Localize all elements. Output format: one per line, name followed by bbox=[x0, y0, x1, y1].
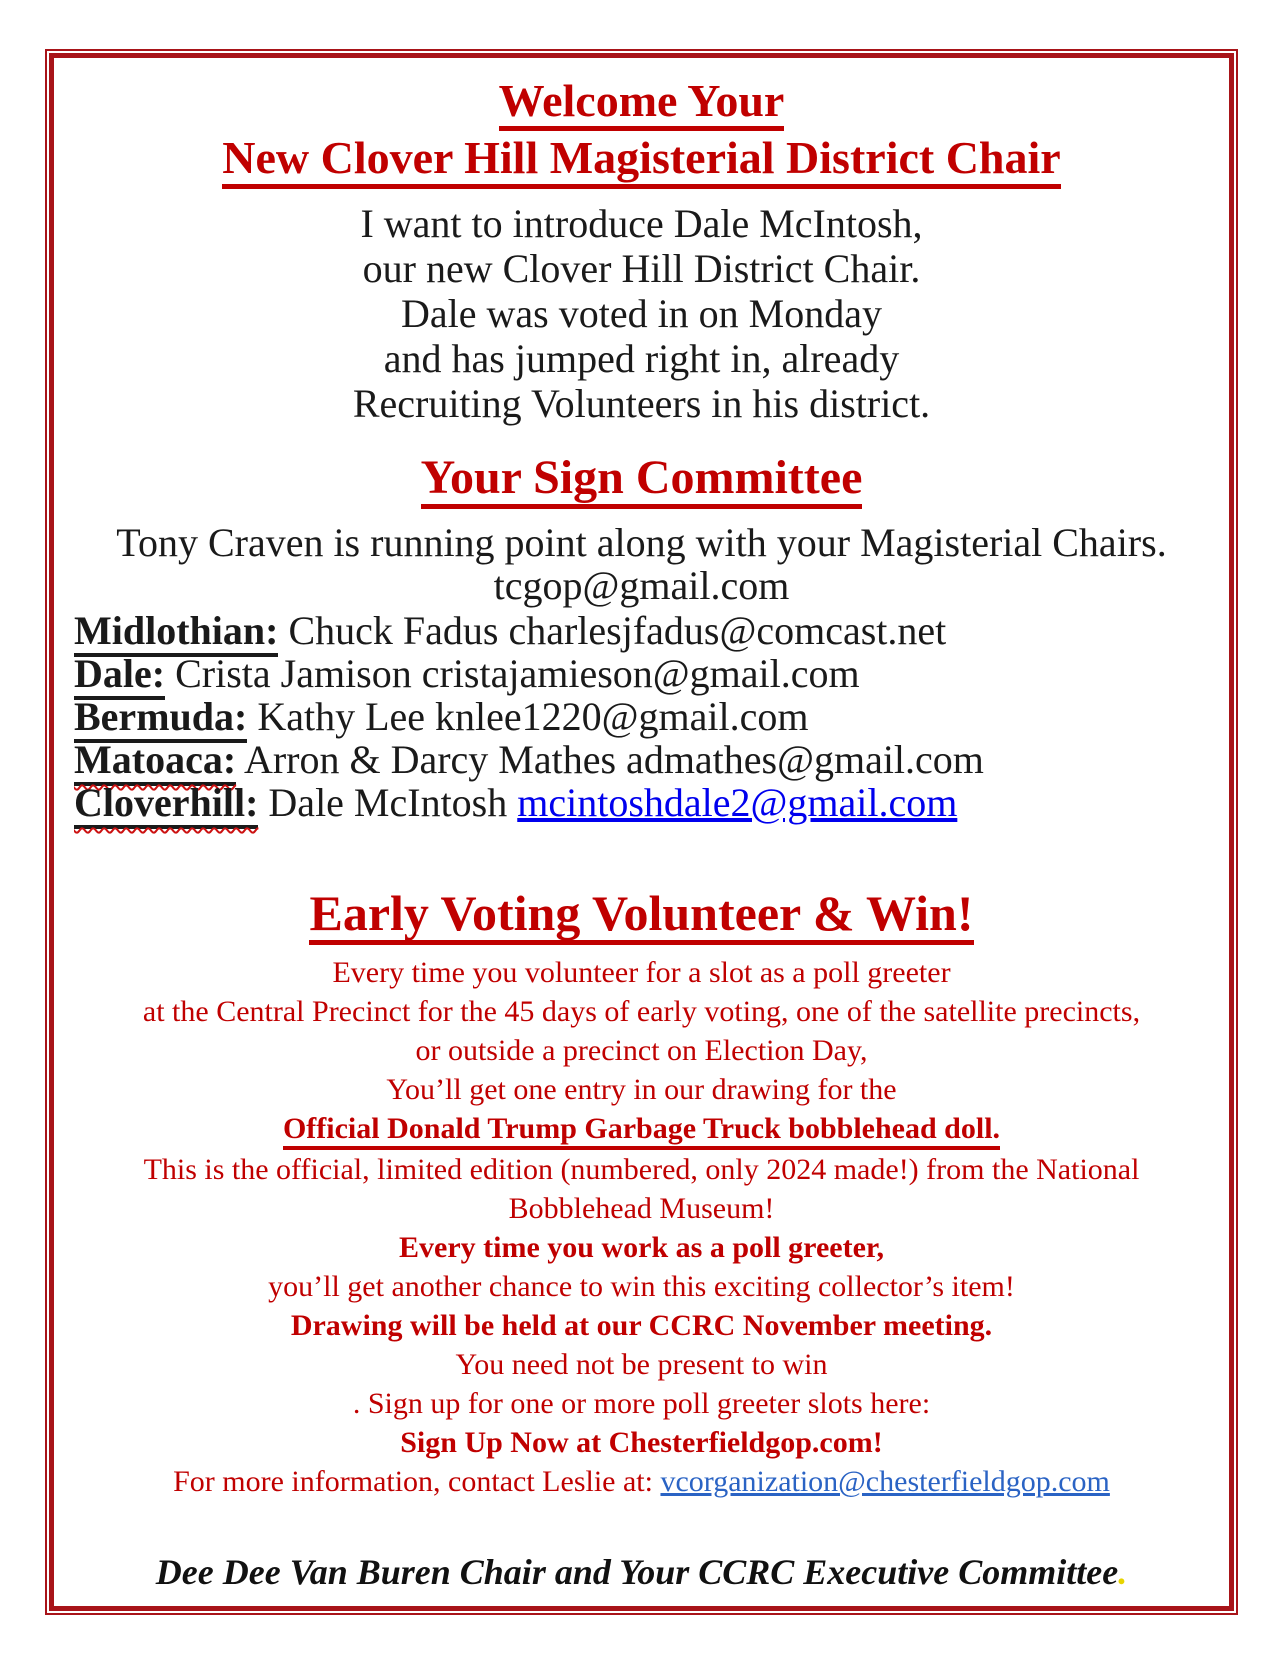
early-voting-line bbox=[54, 1109, 1229, 1150]
early-voting-line-text: Sign Up Now at Chesterfieldgop.com! bbox=[400, 1426, 883, 1460]
committee-member-line bbox=[74, 609, 1229, 652]
early-voting-line bbox=[54, 1384, 1229, 1423]
district-label: Cloverhill: bbox=[74, 780, 258, 829]
welcome-intro-paragraph bbox=[54, 201, 1229, 426]
member-text: Kathy Lee knlee1220@gmail.com bbox=[247, 693, 809, 739]
welcome-title-line1 bbox=[54, 74, 1229, 131]
early-voting-heading-text: Early Voting Volunteer & Win! bbox=[309, 887, 973, 946]
sign-committee-intro-line: Tony Craven is running point along with your Magisterial Chairs. bbox=[116, 519, 1167, 565]
committee-member-line bbox=[74, 738, 1229, 781]
member-text: Arron & Darcy Mathes admathes@gmail.com bbox=[236, 736, 984, 782]
early-voting-line bbox=[54, 1267, 1229, 1306]
signature-period: . bbox=[1118, 1552, 1128, 1593]
intro-line: Dale was voted in on Monday bbox=[400, 290, 882, 336]
sign-committee-member-list bbox=[54, 609, 1229, 824]
early-voting-line bbox=[54, 1189, 1229, 1228]
intro-line: our new Clover Hill District Chair. bbox=[362, 245, 921, 291]
sign-committee-heading bbox=[54, 452, 1229, 509]
early-voting-line bbox=[54, 1345, 1229, 1384]
early-voting-line-text: This is the official, limited edition (numbered, only 2024 made!) from the National bbox=[143, 1153, 1140, 1187]
early-voting-line-text: For more information, contact Leslie at: bbox=[173, 1465, 661, 1499]
district-label: Dale: bbox=[74, 651, 165, 700]
early-voting-line bbox=[54, 1070, 1229, 1109]
signature-line bbox=[54, 1551, 1229, 1593]
intro-line: and has jumped right in, already bbox=[383, 335, 900, 381]
early-voting-line-text: you’ll get another chance to win this exciting collector’s item! bbox=[268, 1270, 1015, 1304]
member-email-link[interactable]: mcintoshdale2@gmail.com bbox=[517, 779, 958, 825]
intro-line: I want to introduce Dale McIntosh, bbox=[360, 200, 923, 246]
district-label: Bermuda: bbox=[74, 694, 247, 743]
early-voting-line bbox=[54, 953, 1229, 992]
district-label: Matoaca: bbox=[74, 737, 236, 786]
early-voting-line-text: . Sign up for one or more poll greeter slots here: bbox=[352, 1387, 931, 1421]
signature-text: Dee Dee Van Buren Chair and Your CCRC Executive Committee bbox=[155, 1552, 1119, 1593]
early-voting-line-text: Every time you work as a poll greeter, bbox=[399, 1231, 884, 1265]
committee-member-line bbox=[74, 695, 1229, 738]
contact-email-link[interactable]: vcorganization@chesterfieldgop.com bbox=[660, 1465, 1110, 1499]
early-voting-line-text: You need not be present to win bbox=[455, 1348, 828, 1382]
early-voting-line bbox=[54, 1306, 1229, 1345]
early-voting-line bbox=[54, 1150, 1229, 1189]
early-voting-line-text: Bobblehead Museum! bbox=[508, 1192, 775, 1226]
page-border-inner bbox=[49, 53, 1234, 1611]
welcome-title-line2 bbox=[54, 131, 1229, 188]
welcome-title-line1-text: Welcome Your bbox=[499, 77, 785, 131]
sign-committee-heading-text: Your Sign Committee bbox=[421, 453, 863, 509]
early-voting-line-text: You’ll get one entry in our drawing for the bbox=[386, 1073, 897, 1107]
early-voting-line-text: Official Donald Trump Garbage Truck bobblehead doll. bbox=[283, 1112, 1000, 1150]
early-voting-line-text: Every time you volunteer for a slot as a poll greeter bbox=[332, 956, 951, 990]
district-label: Midlothian: bbox=[74, 608, 278, 657]
sign-committee-intro bbox=[54, 521, 1229, 607]
committee-member-line bbox=[74, 652, 1229, 695]
member-text: Chuck Fadus charlesjfadus@comcast.net bbox=[278, 607, 947, 653]
member-text: Dale McIntosh bbox=[258, 779, 518, 825]
early-voting-line-text: Drawing will be held at our CCRC November meeting. bbox=[290, 1309, 993, 1343]
early-voting-paragraph bbox=[54, 953, 1229, 1501]
early-voting-line bbox=[54, 1462, 1229, 1501]
early-voting-line bbox=[54, 992, 1229, 1031]
welcome-title-line2-text: New Clover Hill Magisterial District Chair bbox=[222, 134, 1060, 188]
early-voting-line-text: at the Central Precinct for the 45 days of early voting, one of the satellite precincts, bbox=[142, 995, 1141, 1029]
early-voting-heading bbox=[54, 886, 1229, 946]
page-border-outer bbox=[45, 49, 1238, 1615]
sign-committee-intro-email: tcgop@gmail.com bbox=[493, 562, 790, 608]
early-voting-line bbox=[54, 1031, 1229, 1070]
early-voting-line bbox=[54, 1423, 1229, 1462]
member-text: Crista Jamison cristajamieson@gmail.com bbox=[165, 650, 860, 696]
committee-member-line bbox=[74, 781, 1229, 824]
early-voting-line bbox=[54, 1228, 1229, 1267]
early-voting-line-text: or outside a precinct on Election Day, bbox=[415, 1034, 868, 1068]
intro-line: Recruiting Volunteers in his district. bbox=[352, 380, 931, 426]
